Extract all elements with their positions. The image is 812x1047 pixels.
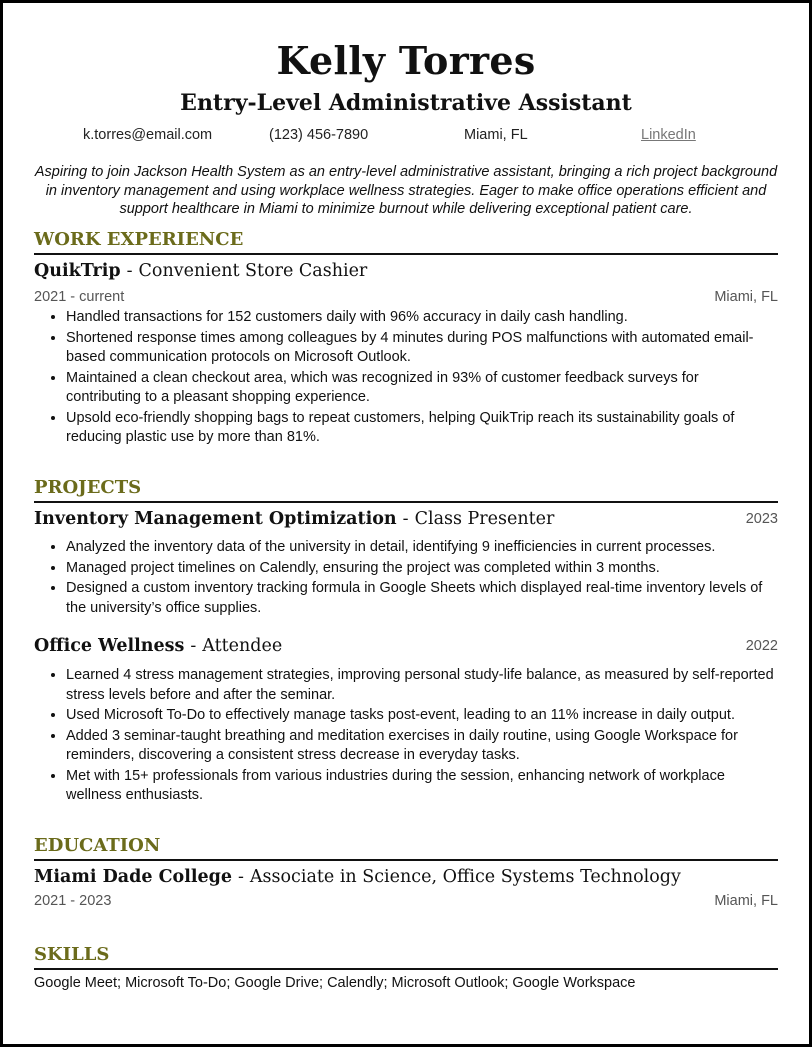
education-location: Miami, FL <box>714 893 778 909</box>
project-year: 2022 <box>745 638 778 654</box>
list-item: • Handled transactions for 152 customers daily with 96% accuracy in daily cash handling. <box>66 308 778 328</box>
project-role: Attendee <box>202 636 283 656</box>
list-item: • Used Microsoft To-Do to effectively manage tasks post-event, leading to an 11% increase in daily output. <box>66 706 778 726</box>
education-separator: - <box>238 867 244 887</box>
list-item: • Met with 15+ professionals from various industries during the session, enhancing network of workplace wellness enthusiasts. <box>66 767 778 806</box>
work-entry-header <box>34 261 778 281</box>
list-item: • Learned 4 stress management strategies, improving personal study-life balance, as measured by self-reported stress levels before and after the seminar. <box>66 666 778 705</box>
project-bullets <box>34 666 778 807</box>
education-degree: Associate in Science, <box>249 867 438 887</box>
list-item: • Managed project timelines on Calendly, ensuring the project was completed within 3 months. <box>66 559 778 579</box>
skills-list: Google Meet; Microsoft To-Do; Google Drive; Calendly; Microsoft Outlook; Google Workspace <box>34 975 636 991</box>
summary-text: Aspiring to join Jackson Health System as an entry-level administrative assistant, bringing a rich project background in inventory management and using workplace wellness strategies. Eager to make office operations efficient and support healthcare in Miami to minimize burnout while delivering exceptional patient care. <box>34 164 778 217</box>
project-entry-header <box>34 636 778 656</box>
linkedin-link[interactable]: LinkedIn <box>641 127 696 143</box>
work-role: Convenient Store Cashier <box>138 261 368 281</box>
project-role: Class Presenter <box>414 509 555 529</box>
work-location: Miami, FL <box>714 289 778 305</box>
project-name: Inventory Management Optimization <box>34 509 397 529</box>
section-heading-skills: SKILLS <box>34 944 778 970</box>
list-item: • Designed a custom inventory tracking formula in Google Sheets which displayed real-time inventory levels of the university’s office supplies. <box>66 579 778 618</box>
project-separator: - <box>190 636 197 656</box>
list-item: • Shortened response times among colleagues by 4 minutes during POS malfunctions with automated email-based communication protocols on Microsoft Outlook. <box>66 329 778 368</box>
work-meta <box>34 289 778 307</box>
list-item: • Maintained a clean checkout area, which was recognized in 93% of customer feedback surveys for contributing to a pleasant shopping experience. <box>66 369 778 408</box>
education-school: Miami Dade College <box>34 867 232 887</box>
education-dates: 2021 - 2023 <box>34 893 112 909</box>
list-item: • Analyzed the inventory data of the university in detail, identifying 9 inefficiencies in current processes. <box>66 538 778 558</box>
contact-email[interactable]: k.torres@email.com <box>83 127 213 143</box>
list-item: • Added 3 seminar-taught breathing and meditation exercises in daily routine, using Google Workspace for reminders, discovering a consistent stress decrease in everyday tasks. <box>66 727 778 766</box>
work-dates: 2021 - current <box>34 289 125 305</box>
project-name: Office Wellness <box>34 636 185 656</box>
section-heading-education: EDUCATION <box>34 835 778 861</box>
contact-phone: (123) 456-7890 <box>269 127 369 143</box>
contact-location: Miami, FL <box>464 127 528 143</box>
education-entry-header <box>34 867 778 887</box>
project-separator: - <box>402 509 409 529</box>
project-entry-header <box>34 509 778 529</box>
candidate-title: Entry-Level Administrative Assistant <box>180 90 632 116</box>
education-field: Office Systems Technology <box>442 867 681 887</box>
work-separator: - <box>126 261 133 281</box>
project-year: 2023 <box>745 511 778 527</box>
project-bullets <box>34 538 778 619</box>
education-meta <box>34 893 778 911</box>
section-heading-work: WORK EXPERIENCE <box>34 229 778 255</box>
contact-bar <box>34 127 778 147</box>
candidate-name: Kelly Torres <box>276 38 536 83</box>
work-employer: QuikTrip <box>34 261 121 281</box>
list-item: • Upsold eco-friendly shopping bags to repeat customers, helping QuikTrip reach its sustainability goals of reducing plastic use by more than 81%. <box>66 409 778 448</box>
work-bullets <box>34 308 778 449</box>
section-heading-projects: PROJECTS <box>34 477 778 503</box>
